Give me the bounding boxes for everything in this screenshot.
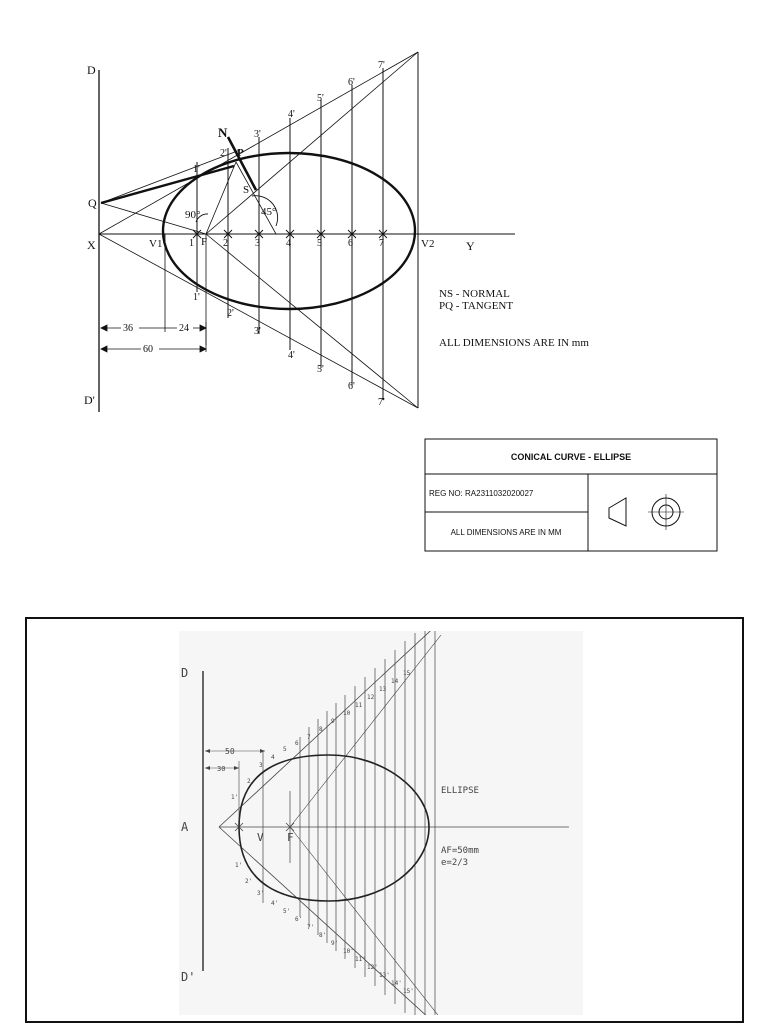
- svg-text:7: 7: [307, 734, 311, 741]
- label-A: A: [181, 820, 189, 834]
- svg-text:13': 13': [379, 972, 390, 979]
- label-Y: Y: [466, 239, 475, 253]
- svg-text:2: 2: [247, 778, 251, 785]
- dim-30: 30: [217, 765, 226, 773]
- note-tangent: PQ - TANGENT: [439, 300, 514, 312]
- label-D-prime: D': [84, 393, 95, 407]
- label-af: AF=50mm: [441, 846, 479, 856]
- svg-text:4': 4': [288, 350, 295, 361]
- svg-text:9': 9': [331, 940, 339, 947]
- svg-text:5': 5': [283, 908, 291, 915]
- svg-text:15': 15': [403, 988, 414, 995]
- svg-text:10: 10: [343, 710, 351, 717]
- label-X: X: [87, 238, 96, 252]
- svg-text:6': 6': [348, 381, 355, 392]
- svg-text:14': 14': [391, 980, 402, 987]
- label-V2: V2: [421, 238, 435, 250]
- svg-text:7': 7': [378, 397, 385, 408]
- svg-text:4: 4: [286, 238, 291, 249]
- svg-text:3: 3: [255, 238, 260, 249]
- svg-text:13: 13: [379, 686, 387, 693]
- label-Q: Q: [88, 196, 97, 210]
- label-V: V: [257, 831, 264, 844]
- label-S: S: [243, 184, 250, 196]
- svg-text:12': 12': [367, 964, 378, 971]
- svg-text:3: 3: [259, 762, 263, 769]
- label-D: D: [181, 666, 189, 680]
- svg-text:7': 7': [378, 60, 385, 71]
- svg-text:11': 11': [355, 956, 366, 963]
- svg-text:2: 2: [223, 238, 228, 249]
- upper-point-labels: [231, 670, 411, 801]
- label-F: F: [287, 831, 294, 844]
- svg-text:5: 5: [317, 238, 322, 249]
- svg-text:3': 3': [254, 326, 261, 337]
- svg-text:7: 7: [379, 238, 384, 249]
- svg-text:7': 7': [307, 924, 315, 931]
- svg-text:8: 8: [319, 726, 323, 733]
- svg-text:3': 3': [257, 890, 265, 897]
- note-dimensions: ALL DIMENSIONS ARE IN mm: [439, 337, 589, 349]
- svg-text:11: 11: [355, 702, 363, 709]
- svg-text:2': 2': [220, 148, 227, 159]
- svg-text:14: 14: [391, 678, 399, 685]
- second-drawing-sheet: [179, 631, 583, 1015]
- svg-text:5: 5: [283, 746, 287, 753]
- dim-36: 36: [123, 323, 133, 334]
- svg-text:6': 6': [295, 916, 303, 923]
- svg-text:1': 1': [231, 794, 239, 801]
- dim-50: 50: [225, 747, 235, 756]
- svg-text:6': 6': [348, 77, 355, 88]
- svg-text:4': 4': [271, 900, 279, 907]
- svg-text:15: 15: [403, 670, 411, 677]
- svg-text:9: 9: [331, 718, 335, 725]
- label-angle-45: 45°: [261, 206, 277, 218]
- svg-text:12: 12: [367, 694, 375, 701]
- label-ellipse: ELLIPSE: [441, 786, 479, 796]
- svg-text:10': 10': [343, 948, 354, 955]
- svg-text:6: 6: [348, 238, 353, 249]
- svg-text:2': 2': [227, 308, 234, 319]
- svg-text:1': 1': [235, 862, 243, 869]
- label-V1: V1: [149, 238, 163, 250]
- svg-text:2': 2': [245, 878, 253, 885]
- label-F: F: [201, 236, 208, 248]
- svg-text:8': 8': [319, 932, 327, 939]
- dim-24: 24: [179, 323, 189, 334]
- svg-text:6: 6: [295, 740, 299, 747]
- svg-text:5': 5': [317, 93, 324, 104]
- svg-text:1': 1': [193, 164, 200, 175]
- svg-text:1': 1': [193, 292, 200, 303]
- label-angle-90: 90°: [185, 209, 201, 221]
- svg-text:4': 4': [288, 109, 295, 120]
- label-D: D: [87, 63, 96, 77]
- title-block-dimensions-note: ALL DIMENSIONS ARE IN MM: [450, 528, 562, 537]
- label-eccentricity: e=2/3: [441, 858, 469, 868]
- svg-text:4: 4: [271, 754, 275, 761]
- ellipse-cone-diagram: [179, 631, 583, 1015]
- label-N: N: [218, 125, 228, 140]
- label-D-prime: D': [181, 970, 196, 984]
- title-block-reg-no: REG NO: RA2311032020027: [429, 489, 534, 498]
- svg-text:1: 1: [189, 238, 194, 249]
- note-normal: NS - NORMAL: [439, 288, 510, 300]
- title-block-title: CONICAL CURVE - ELLIPSE: [510, 452, 632, 462]
- svg-text:3': 3': [254, 129, 261, 140]
- label-P: P: [237, 147, 244, 159]
- svg-text:5': 5': [317, 364, 324, 375]
- second-drawing-frame: [25, 617, 744, 1023]
- dim-60: 60: [143, 344, 153, 355]
